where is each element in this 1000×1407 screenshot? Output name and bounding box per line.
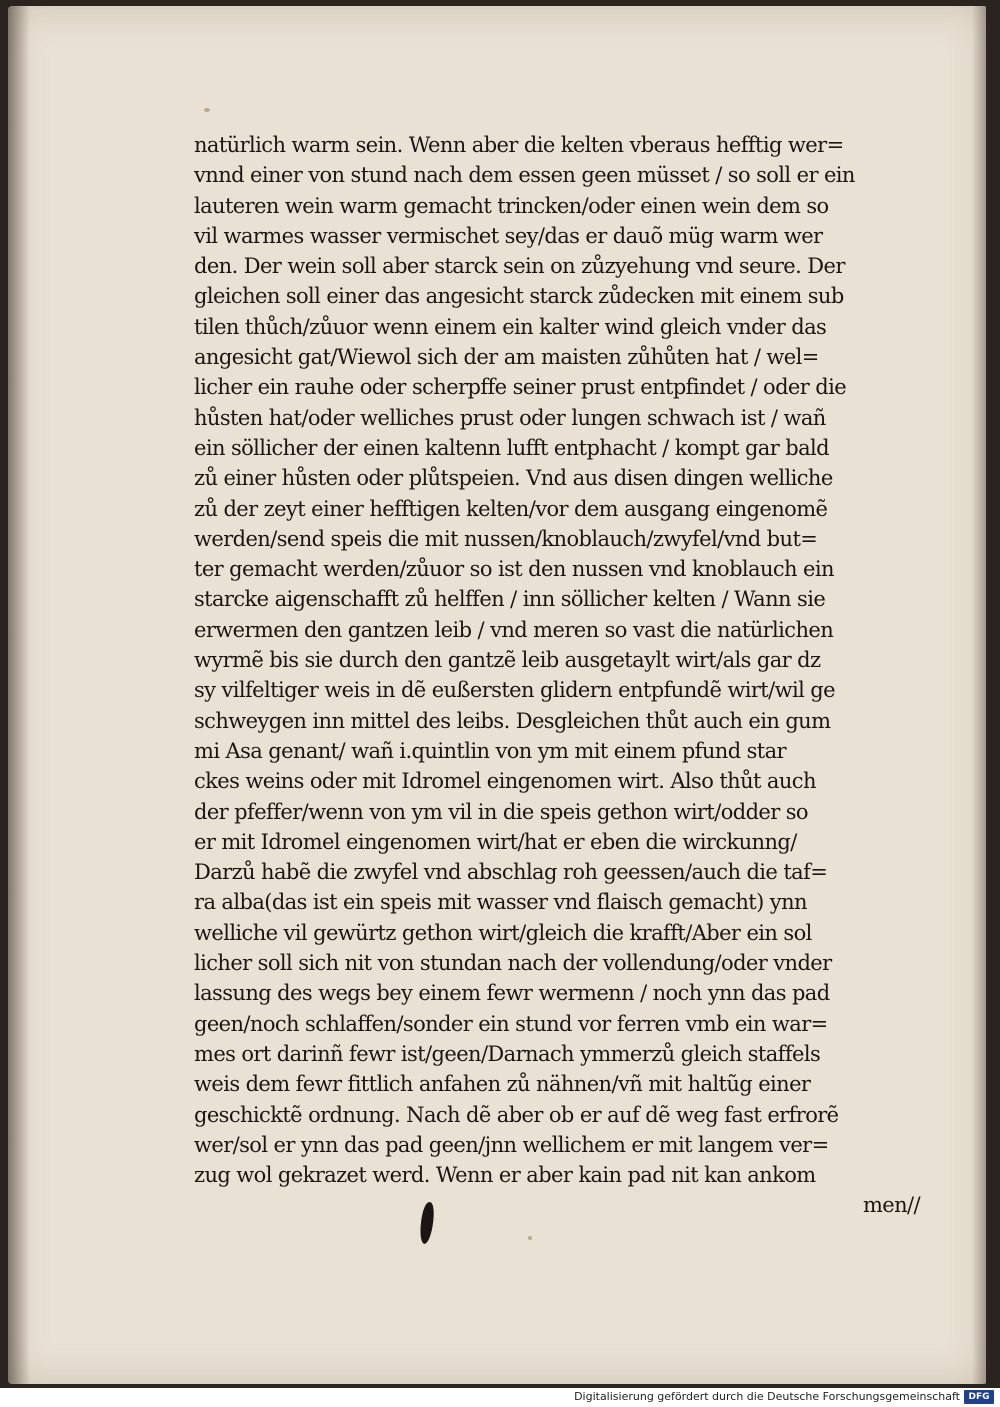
text-line: licher soll sich nit von stundan nach der vollendung/oder vnder (194, 951, 832, 976)
text-line: zug wol gekrazet werd. Wenn er aber kain pad nit kan ankom (194, 1163, 816, 1188)
text-line: ra alba(das ist ein speis mit wasser vnd flaisch gemacht) ynn (194, 890, 807, 915)
text-line: tilen thůch/zůuor wenn einem ein kalter wind gleich vnder das (194, 314, 827, 339)
text-line: welliche vil gewürtz gethon wirt/gleich die krafft/Aber ein sol (194, 920, 812, 945)
text-line: ckes weins oder mit Idromel eingenomen wirt. Also thůt auch (194, 769, 816, 794)
text-line: schweygen inn mittel des leibs. Desgleichen thůt auch ein gum (194, 708, 831, 733)
text-line: gleichen soll einer das angesicht starck zůdecken mit einem sub (194, 284, 844, 309)
text-line: zů einer hůsten oder plůtspeien. Vnd aus disen dingen welliche (194, 466, 833, 491)
text-line: geschicktẽ ordnung. Nach dẽ aber ob er auf dẽ weg fast erfrorẽ (194, 1102, 839, 1127)
text-line: natürlich warm sein. Wenn aber die kelten vberaus hefftig wer= (194, 133, 844, 157)
catchword: men// (862, 1193, 920, 1218)
body-text (194, 130, 934, 1221)
text-line: wyrmẽ bis sie durch den gantzẽ leib ausgetaylt wirt/als gar dz (194, 648, 821, 673)
book-page (8, 6, 986, 1384)
text-line: ein söllicher der einen kaltenn lufft entphacht / kompt gar bald (194, 435, 829, 460)
text-line: mi Asa genant/ wañ i.quintlin von ym mit einem pfund star (194, 738, 786, 763)
text-line: vil warmes wasser vermischet sey/das er dauõ müg warm wer (194, 223, 823, 248)
text-line: geen/noch schlaffen/sonder ein stund vor ferren vmb ein war= (194, 1011, 828, 1036)
text-line: wer/sol er ynn das pad geen/jnn wellichem er mit langem ver= (194, 1132, 829, 1157)
text-line: lauteren wein warm gemacht trincken/oder einen wein dem so (194, 193, 829, 218)
text-line: ter gemacht werden/zůuor so ist den nussen vnd knoblauch ein (194, 557, 834, 582)
text-line: zů der zeyt einer hefftigen kelten/vor dem ausgang eingenomẽ (194, 496, 828, 521)
footer-bar (0, 1388, 1000, 1407)
text-line: sy vilfeltiger weis in dẽ eußersten glidern entpfundẽ wirt/wil ge (194, 678, 835, 703)
text-line: vnnd einer von stund nach dem essen geen müsset / so soll er ein (194, 163, 855, 188)
text-line: der pfeffer/wenn von ym vil in die speis gethon wirt/odder so (194, 799, 808, 824)
text-line: starcke aigenschafft zů helffen / inn söllicher kelten / Wann sie (194, 587, 826, 612)
funding-credit: Digitalisierung gefördert durch die Deutsche Forschungsgemeinschaft (574, 1390, 960, 1403)
paper-speck (204, 108, 210, 112)
dfg-logo-icon: DFG (964, 1390, 994, 1404)
text-line: angesicht gat/Wiewol sich der am maisten zůhůten hat / wel= (194, 345, 819, 370)
text-line: werden/send speis die mit nussen/knoblauch/zwyfel/vnd but= (194, 526, 818, 551)
text-line: erwermen den gantzen leib / vnd meren so vast die natürlichen (194, 617, 834, 642)
text-line: den. Der wein soll aber starck sein on zůzyehung vnd seure. Der (194, 254, 845, 279)
text-line: mes ort darinñ fewr ist/geen/Darnach ymmerzů gleich staffels (194, 1041, 821, 1066)
text-line: Darzů habẽ die zwyfel vnd abschlag roh geessen/auch die taf= (194, 860, 828, 885)
text-line: weis dem fewr fittlich anfahen zů nähnen/vñ mit haltũg einer (194, 1072, 811, 1097)
text-line: licher ein rauhe oder scherpffe seiner prust entpfindet / oder die (194, 375, 847, 400)
text-line: lassung des wegs bey einem fewr wermenn / noch ynn das pad (194, 981, 830, 1006)
paper-speck (528, 1236, 532, 1240)
text-line: er mit Idromel eingenomen wirt/hat er eben die wirckunng/ (194, 829, 797, 854)
text-line: hůsten hat/oder welliches prust oder lungen schwach ist / wañ (194, 405, 826, 430)
